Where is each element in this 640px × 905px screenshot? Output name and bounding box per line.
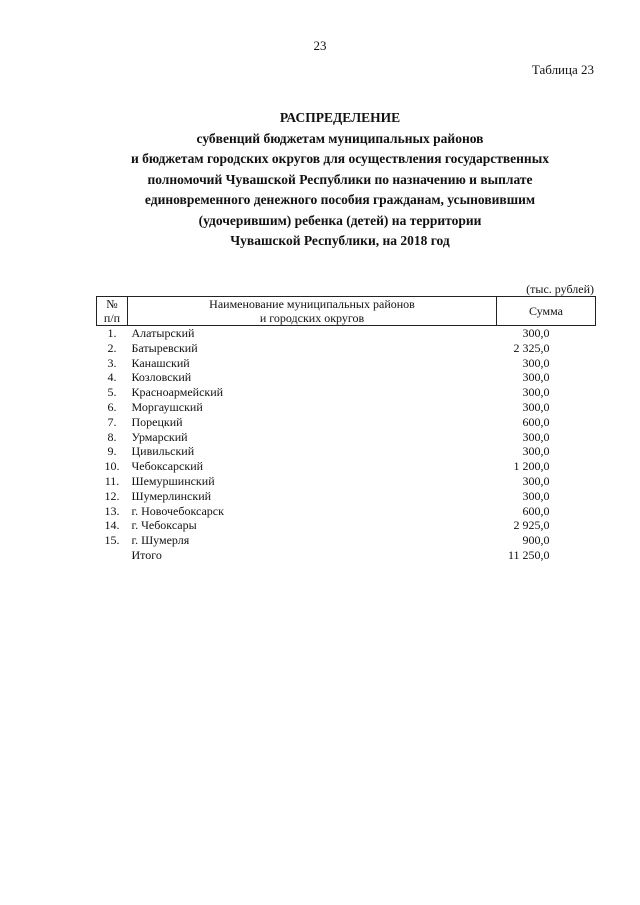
row-number: 6.	[107, 399, 117, 414]
total-sum: 11 250,0	[507, 547, 550, 562]
row-number: 5.	[107, 385, 117, 400]
units-note: (тыс. рублей)	[526, 282, 594, 296]
row-name: Алатырский	[131, 326, 195, 340]
row-sum: 300,0	[522, 370, 550, 385]
row-sum: 1 200,0	[513, 459, 550, 474]
header-name: Наименование муниципальных районов и городских округов	[128, 297, 497, 326]
table-row	[97, 341, 596, 356]
row-name: Красноармейский	[131, 385, 224, 400]
title-line: единовременного денежного пособия гражданам, усыновившим	[144, 192, 536, 207]
table-row	[97, 430, 596, 445]
table-row	[97, 444, 596, 459]
table-row	[97, 489, 596, 504]
row-name: Чебоксарский	[131, 459, 204, 474]
table-row	[97, 415, 596, 430]
table-row	[97, 504, 596, 519]
row-sum: 300,0	[522, 355, 550, 370]
row-name: Канашский	[131, 355, 190, 370]
table-header-row	[97, 297, 596, 326]
row-sum: 600,0	[522, 414, 550, 429]
row-number: 1.	[107, 326, 117, 340]
row-name: Моргаушский	[131, 399, 203, 414]
row-sum: 300,0	[522, 429, 550, 444]
title-line: (удочерившим) ребенка (детей) на территории	[198, 212, 482, 228]
table-row	[97, 518, 596, 533]
table-row	[97, 385, 596, 400]
title-line: субвенций бюджетам муниципальных районов	[196, 130, 484, 146]
row-sum: 300,0	[522, 399, 550, 414]
table-row	[97, 400, 596, 415]
title-line: полномочий Чувашской Республики по назначению и выплате	[147, 171, 533, 187]
table-row	[97, 370, 596, 385]
row-number: 15.	[104, 533, 120, 548]
row-number: 9.	[107, 444, 117, 459]
header-sum: Сумма	[497, 297, 596, 326]
page-number: 23	[313, 38, 327, 53]
title-heading: РАСПРЕДЕЛЕНИЕ	[279, 110, 401, 125]
table-total-row	[97, 548, 596, 563]
row-sum: 2 925,0	[513, 518, 550, 533]
row-name: г. Чебоксары	[131, 518, 197, 533]
table-row	[97, 474, 596, 489]
row-sum: 300,0	[522, 444, 550, 459]
table-row	[97, 533, 596, 548]
row-sum: 300,0	[522, 488, 550, 503]
row-name: Батыревский	[131, 340, 198, 355]
title-line: и бюджетам городских округов для осуществления государственных	[131, 151, 549, 166]
total-label: Итого	[131, 547, 162, 562]
row-sum: 300,0	[522, 326, 550, 340]
row-sum: 2 325,0	[513, 340, 550, 355]
row-number: 7.	[107, 414, 117, 429]
row-name: Порецкий	[131, 414, 183, 429]
row-name: Цивильский	[131, 444, 195, 459]
row-name: Шумерлинский	[131, 488, 212, 503]
row-number: 4.	[107, 370, 117, 385]
document-title	[60, 108, 620, 252]
row-sum: 300,0	[522, 385, 550, 400]
row-number: 3.	[107, 355, 117, 370]
row-name: Урмарский	[131, 429, 188, 444]
table-label: Таблица 23	[531, 62, 594, 77]
row-number: 12.	[104, 488, 120, 503]
row-number: 14.	[104, 518, 120, 533]
row-number: 10.	[104, 459, 120, 474]
row-name: г. Шумерля	[131, 533, 190, 548]
row-number: 2.	[107, 340, 117, 355]
distribution-table	[96, 296, 596, 563]
row-number: 13.	[104, 503, 120, 518]
header-number: № п/п	[97, 297, 128, 326]
row-name: Шемуршинский	[131, 473, 215, 488]
row-name: Козловский	[131, 370, 192, 385]
row-sum: 600,0	[522, 503, 550, 518]
table-row	[97, 356, 596, 371]
row-number: 8.	[107, 429, 117, 444]
total-number-cell	[97, 548, 128, 563]
row-sum: 300,0	[522, 473, 550, 488]
row-name: г. Новочебоксарск	[131, 503, 224, 518]
table-row	[97, 326, 596, 341]
row-number: 11.	[104, 473, 120, 488]
row-sum: 900,0	[522, 533, 550, 548]
table-row	[97, 459, 596, 474]
title-line: Чувашской Республики, на 2018 год	[230, 233, 450, 248]
